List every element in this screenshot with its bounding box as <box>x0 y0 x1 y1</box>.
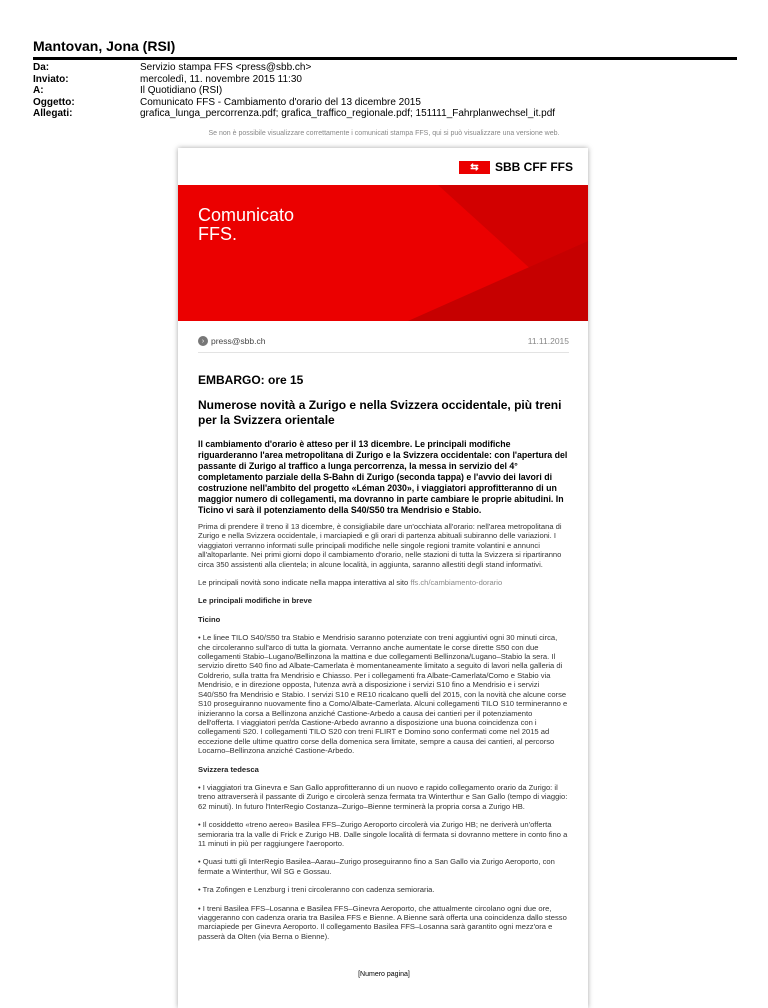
meta-value: mercoledì, 11. novembre 2015 11:30 <box>140 73 302 85</box>
list-item: • I viaggiatori tra Ginevra e San Gallo approfitteranno di un nuovo e rapido collegamento orario da Zurigo: il treno attraverserà il passante di Zurigo e circolerà senza fermata tra Winterthur e San Gallo (tempo di viaggio: 62 minuti). In futuro l'InterRegio Costanza–Zurigo–Bienne terminerà la propria corsa a Zurigo HB. <box>198 782 568 811</box>
attachments-list[interactable]: grafica_lunga_percorrenza.pdf; grafica_traffico_regionale.pdf; 151111_Fahrplanwechsel_it.pdf <box>140 108 556 119</box>
list-item: • I treni Basilea FFS–Losanna e Basilea FFS–Ginevra Aeroporto, che attualmente circolano ogni due ore, viaggeranno con cadenza oraria tra Basilea FFS e Bienne. A Bienne sarà offerta una coincidenza dallo stesso marciapiede per Ginevra Aeroporto. Il collegamento Basilea FFS–Losanna sarà garantito ogni mezz'ora e passerà da Olten (via Berna o Bienne). <box>198 903 567 941</box>
sbb-arrows-icon: ⇆ <box>459 161 490 174</box>
meta-row-attachments <box>33 108 555 120</box>
email-meta <box>33 62 555 120</box>
release-date: 11.11.2015 <box>527 336 569 346</box>
article-lead: Il cambiamento d'orario è atteso per il 13 dicembre. Le principali modifiche riguarderanno l'area metropolitana di Zurigo e la Svizzera occidentale: con l'apertura del passante di Zurigo al traffico a lunga percorrenza, la messa in servizio del 4° completamento parziale della S-Bahn di Zurigo (seconda tappa) e l'avvio dei lavori di costruzione nell'ambito del progetto «Léman 2030», i viaggiatori approfitteranno di un maggior numero di collegamenti, ma dovranno in parte cambiare le proprie abitudini. In Ticino vi sarà il potenziamento della S40/S50 tra Mendrisio e Stabio. <box>198 439 568 515</box>
meta-label: A: <box>33 85 44 96</box>
sender-email-link[interactable] <box>198 336 569 346</box>
meta-row-to <box>33 85 555 97</box>
web-version-notice[interactable]: Se non è possibile visualizzare correttamente i comunicati stampa FFS, qui si può visualizzare una versione web. <box>208 130 560 137</box>
divider <box>198 352 569 353</box>
page-header <box>33 38 737 60</box>
sender-email: press@sbb.ch <box>211 336 266 346</box>
list-item: • Quasi tutti gli InterRegio Basilea–Aarau–Zurigo proseguiranno fino a San Gallo via Zurigo Aeroporto, con fermate a Winterthur, Wil SG e Gossau. <box>198 857 555 876</box>
embargo-heading: EMBARGO: ore 15 <box>198 373 304 387</box>
ticino-heading: Ticino <box>198 614 221 624</box>
meta-row-from <box>33 62 555 74</box>
hero-title: Comunicato FFS. <box>198 205 295 244</box>
meta-value: Il Quotidiano (RSI) <box>140 85 223 96</box>
meta-label: Oggetto: <box>33 96 75 108</box>
ticino-text: • Le linee TILO S40/S50 tra Stabio e Mendrisio saranno potenziate con treni aggiuntivi ogni 30 minuti circa, che circoleranno sull'arco di tutta la giornata. Verranno anche aumentate le corse dirette S50 con due collegamenti Stabio–Lugano/Bellinzona la mattina e due collegamenti Bellinzona/Lugano–Stabio la sera. Il servizio diretto S40 fino ad Albate-Camerlata è momentaneamente limitato a seguito di lavori nella galleria di Coldrerio, sulla tratta fra Mendrisio e Chiasso. Per i collegamenti fra Albate-Camerlata/Como e Stabio via Mendrisio, e in direzione opposta, l'utenza avrà a disposizione i servizi S10 fino a Mendrisio e i servizi S40/S50 fra Mendrisio e Stabio. I servizi S10 e RE10 ricalcano quelli del 2015, con la novità che alcune corse S10 proseguiranno nuovamente fino a Como/Albate-Camerlata. Alcuni collegamenti TILO S10 termineranno e inizieranno la corsa a Bellinzona anziché Castione-Arbedo a causa dei cantieri per il potenziamento dell'offerta. I viaggiatori per/da Castione-Arbedo avranno a disposizione una buona coincidenza con i collegamenti S20. I collegamenti TILO S20 con treni FLIRT e Domino sono confermati come nel 2015 ad eccezione delle ultime quattro corse della domenica sera limitate, sempre a causa dei cantieri, al percorso Locarno–Bellinzona anziché Castione-Arbedo. <box>198 633 568 756</box>
map-text: Le principali novità sono indicate nella mappa interattiva al sito <box>198 578 411 588</box>
article-headline: Numerose novità a Zurigo e nella Svizzera occidentale, più treni per la Svizzera orientale <box>198 398 562 427</box>
summary-heading: Le principali modifiche in breve <box>198 596 312 606</box>
meta-label: Inviato: <box>33 73 69 85</box>
meta-value: Servizio stampa FFS <press@sbb.ch> <box>140 62 312 73</box>
meta-label: Allegati: <box>33 108 73 119</box>
meta-value: Comunicato FFS - Cambiamento d'orario del 13 dicembre 2015 <box>140 96 421 108</box>
sender-row <box>198 336 569 346</box>
press-release-card <box>178 148 588 1008</box>
article-intro: Prima di prendere il treno il 13 dicembre, è consigliabile dare un'occhiata all'orario: nell'area metropolitana di Zurigo e nella Svizzera occidentale, i marciapiedi e gli orari di partenza abituali subiranno delle variazioni. I viaggiatori verranno informati sulle principali modifiche nelle singole regioni tramite volantini e annunci all'altoparlante. Nei primi giorni dopo il cambiamento d'orario, nelle stazioni di tutta la Svizzera si ripartiranno circa 350 assistenti alla clientela; in alcune località, in aggiunta, saranno allestiti degli stand informativi. <box>198 522 562 569</box>
arrow-right-icon: › <box>198 336 208 346</box>
meta-row-subject <box>33 97 555 109</box>
brand-name: SBB CFF FFS <box>495 160 573 174</box>
hero-banner <box>178 185 588 321</box>
map-link[interactable]: ffs.ch/cambiamento-dorario <box>410 578 503 588</box>
list-item: • Il cosiddetto «treno aereo» Basilea FFS–Zurigo Aeroporto circolerà via Zurigo HB; ne deriverà un'offerta semioraria tra la valle di Frick e Zurigo HB. Dalle singole località di fermata si dovranno mettere in conto fino a 11 minuti in più per raggiungere l'aeroporto. <box>198 820 568 848</box>
sbb-logo <box>459 160 573 174</box>
swiss-german-heading: Svizzera tedesca <box>198 764 259 774</box>
mailbox-owner-name: Mantovan, Jona (RSI) <box>33 38 176 54</box>
map-paragraph <box>198 578 570 587</box>
header-rule <box>33 57 737 60</box>
article-body <box>198 373 570 950</box>
page-number: [Numero pagina] <box>358 971 410 978</box>
meta-row-sent <box>33 74 555 86</box>
meta-label: Da: <box>33 62 50 73</box>
list-item: • Tra Zofingen e Lenzburg i treni circoleranno con cadenza semioraria. <box>198 885 435 895</box>
hero-shape <box>408 241 588 321</box>
